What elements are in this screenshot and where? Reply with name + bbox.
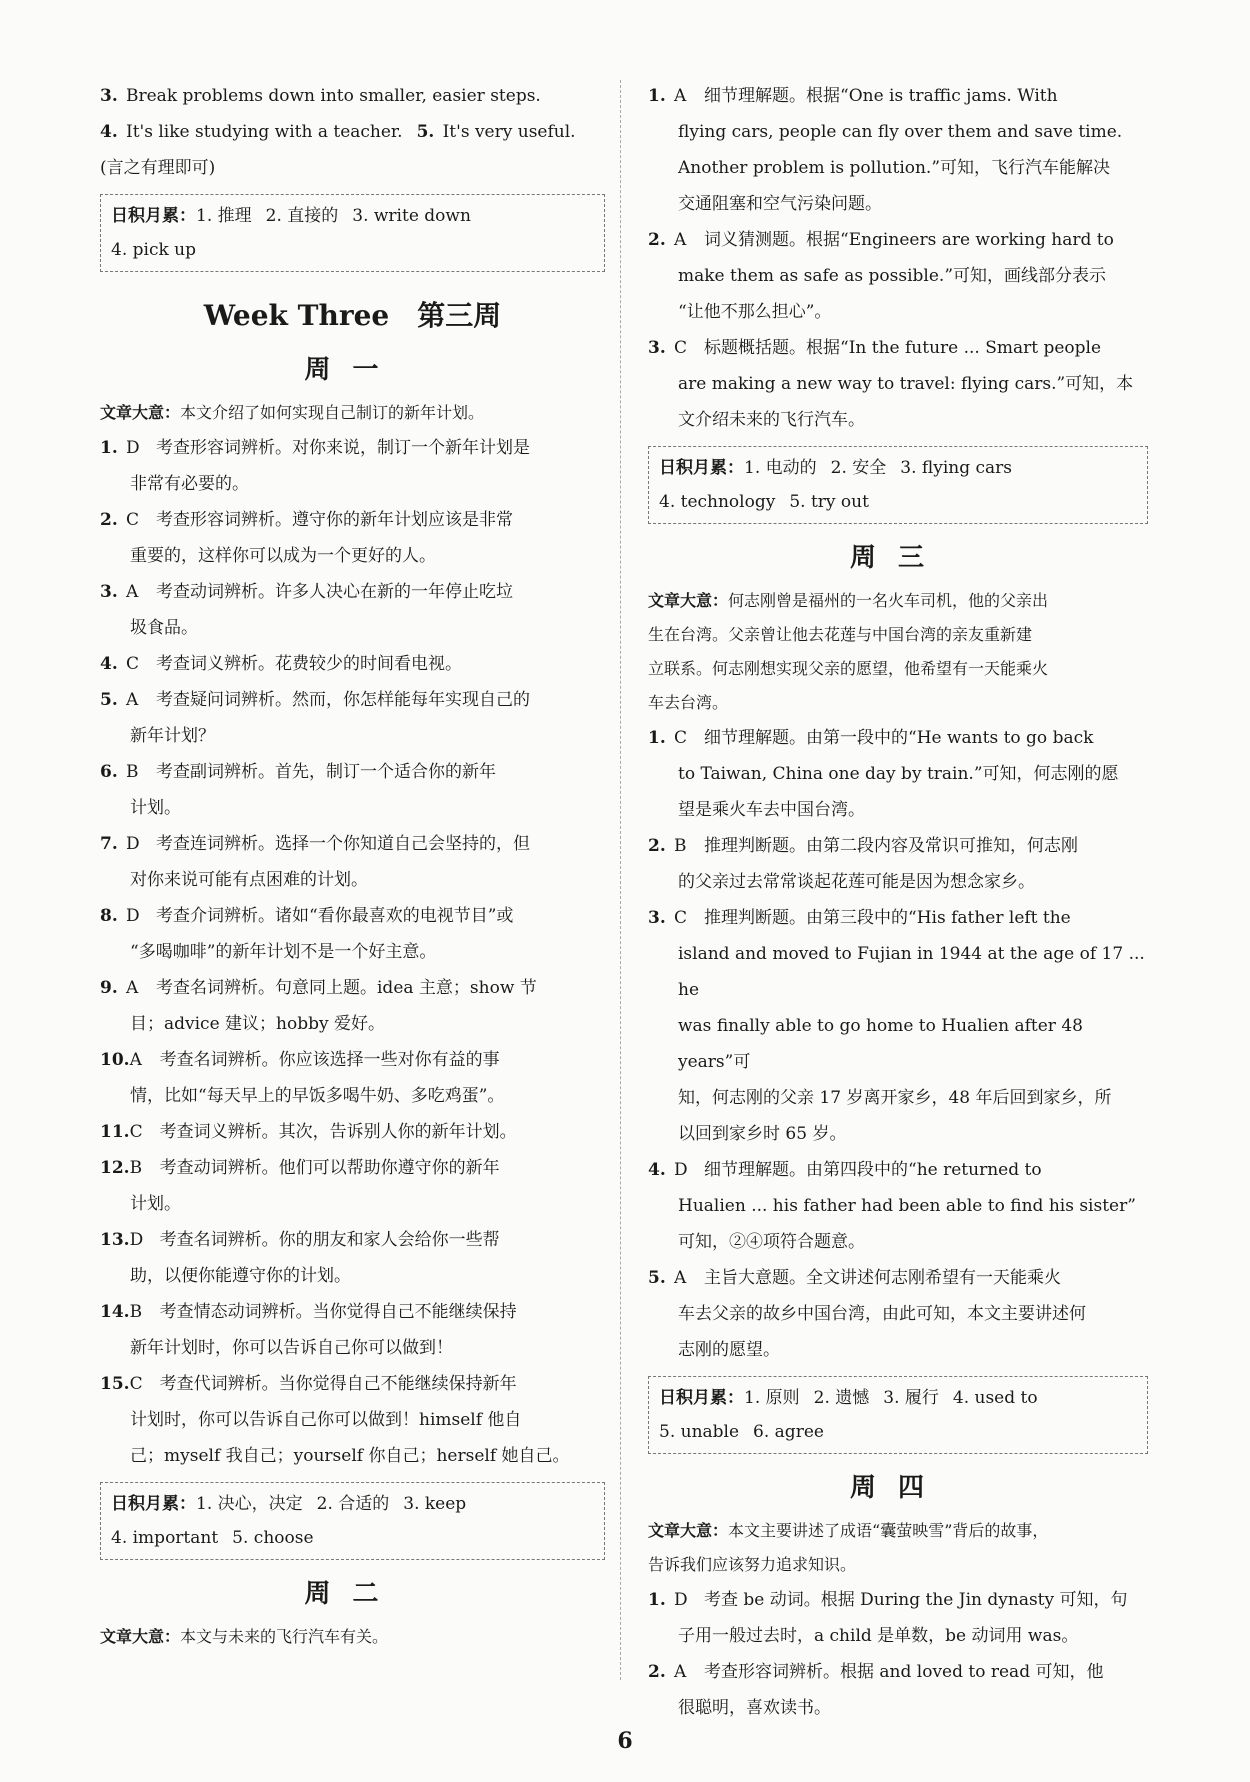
- answer-item: 4. C 考查词义辨析。花费较少的时间看电视。: [100, 654, 462, 674]
- answer-item: 14.B 考查情态动词辨析。当你觉得自己不能继续保持 新年计划时，你可以告诉自己你可以做到！: [100, 1302, 517, 1358]
- vocabulary-box: 日积月累：1. 原则 2. 遗憾 3. 履行 4. used to 5. unable 6. agree: [648, 1376, 1148, 1454]
- day-title: 周二: [304, 1579, 401, 1609]
- answer-item: 8. D 考查介词辨析。诸如“看你最喜欢的电视节目”或 “多喝咖啡”的新年计划不是一个好主意。: [100, 906, 514, 962]
- answer-item: 7. D 考查连词辨析。选择一个你知道自己会坚持的，但 对你来说可能有点困难的计划。: [100, 834, 530, 890]
- answer-item: 2. A 考查形容词辨析。根据 and loved to read 可知，他 很聪明，喜欢读书。: [648, 1662, 1104, 1718]
- answer-item: 13.D 考查名词辨析。你的朋友和家人会给你一些帮 助，以便你能遵守你的计划。: [100, 1230, 500, 1286]
- answer-item: 5. A 主旨大意题。全文讲述何志刚希望有一天能乘火 车去父亲的故乡中国台湾，由此可知，本文主要讲述何 志刚的愿望。: [648, 1268, 1086, 1360]
- page-number: 6: [617, 1728, 633, 1754]
- day-title: 周三: [849, 543, 946, 573]
- article-summary: 文章大意：本文与未来的飞行汽车有关。: [100, 1627, 389, 1646]
- answer-item: 2. B 推理判断题。由第二段内容及常识可推知，何志刚 的父亲过去常常谈起花莲可能是因为想念家乡。: [648, 836, 1078, 892]
- column-divider: [620, 80, 621, 1680]
- day-title: 周四: [849, 1473, 946, 1503]
- answer-item: 3. A 考查动词辨析。许多人决心在新的一年停止吃垃 圾食品。: [100, 582, 513, 638]
- answer-item: 11.C 考查词义辨析。其次，告诉别人你的新年计划。: [100, 1122, 517, 1142]
- vocabulary-box: 日积月累：1. 电动的 2. 安全 3. flying cars 4. technology 5. try out: [648, 446, 1148, 524]
- answer-note: (言之有理即可): [100, 158, 216, 178]
- vocabulary-box: 日积月累：1. 决心，决定 2. 合适的 3. keep 4. important 5. choose: [100, 1482, 605, 1560]
- answer-item: 9. A 考查名词辨析。句意同上题。idea 主意；show 节 目；advice 建议；hobby 爱好。: [100, 978, 537, 1034]
- answer-item: 6. B 考查副词辨析。首先，制订一个适合你的新年 计划。: [100, 762, 496, 818]
- answer-item: 4. D 细节理解题。由第四段中的“he returned to Hualien ... his father had been able to find his sister” 可知，②④项符合题意。: [648, 1160, 1136, 1252]
- answer-item: 2. A 词义猜测题。根据“Engineers are working hard to make them as safe as possible.”可知，画线部分表示 “让他不那么担心”。: [648, 230, 1114, 322]
- article-summary: 文章大意：本文介绍了如何实现自己制订的新年计划。: [100, 403, 485, 422]
- answer-item: 12.B 考查动词辨析。他们可以帮助你遵守你的新年 计划。: [100, 1158, 500, 1214]
- answer-item: 2. C 考查形容词辨析。遵守你的新年计划应该是非常 重要的，这样你可以成为一个更好的人。: [100, 510, 513, 566]
- answer-item: 1. D 考查 be 动词。根据 During the Jin dynasty 可知，句 子用一般过去时，a child 是单数，be 动词用 was。: [648, 1590, 1128, 1646]
- week-title: Week Three 第三周: [203, 299, 502, 332]
- article-summary: 文章大意：本文主要讲述了成语“囊萤映雪”背后的故事， 告诉我们应该努力追求知识。: [648, 1521, 1049, 1574]
- right-column: [648, 78, 1148, 1726]
- left-column: [100, 78, 605, 1654]
- vocabulary-box: 日积月累：1. 推理 2. 直接的 3. write down 4. pick up: [100, 194, 605, 272]
- answer-item: 15.C 考查代词辨析。当你觉得自己不能继续保持新年 计划时，你可以告诉自己你可以做到！himself 他自 己；myself 我自己；yourself 你自己；herself 她自己。: [100, 1374, 570, 1466]
- answer-item: 3. C 标题概括题。根据“In the future ... Smart people are making a new way to travel: flying cars.”可知，本 文介绍未来的飞行汽车。: [648, 338, 1134, 430]
- answer-item: 10.A 考查名词辨析。你应该选择一些对你有益的事 情，比如“每天早上的早饭多喝牛奶、多吃鸡蛋”。: [100, 1050, 505, 1106]
- answer-item: 3. C 推理判断题。由第三段中的“His father left the island and moved to Fujian in 1944 at the age of 17 ... he was finally able to go home to Hualien after 48 years”可 知，何志刚的父亲 17 岁离开家乡，48 年后回到家乡，所 以回到家乡时 65 岁。: [648, 908, 1145, 1144]
- article-summary: 文章大意：何志刚曾是福州的一名火车司机，他的父亲出 生在台湾。父亲曾让他去花莲与中国台湾的亲友重新建 立联系。何志刚想实现父亲的愿望，他希望有一天能乘火 车去台湾。: [648, 591, 1049, 712]
- answer-item: 5. A 考查疑问词辨析。然而，你怎样能每年实现自己的 新年计划？: [100, 690, 530, 746]
- answer-item: 1. A 细节理解题。根据“One is traffic jams. With flying cars, people can fly over them and save time. Another problem is pollution.”可知，飞行汽车能解决 交通阻塞和空气污染问题。: [648, 86, 1123, 214]
- answer-item: 1. C 细节理解题。由第一段中的“He wants to go back to Taiwan, China one day by train.”可知，何志刚的愿 望是乘火车去中国台湾。: [648, 728, 1119, 820]
- answer-line: 3. Break problems down into smaller, easier steps.: [100, 86, 541, 106]
- answer-line: 4. It's like studying with a teacher. 5. It's very useful.: [100, 122, 576, 142]
- day-title: 周一: [304, 355, 401, 385]
- answer-item: 1. D 考查形容词辨析。对你来说，制订一个新年计划是 非常有必要的。: [100, 438, 530, 494]
- answer-list: [100, 430, 605, 1474]
